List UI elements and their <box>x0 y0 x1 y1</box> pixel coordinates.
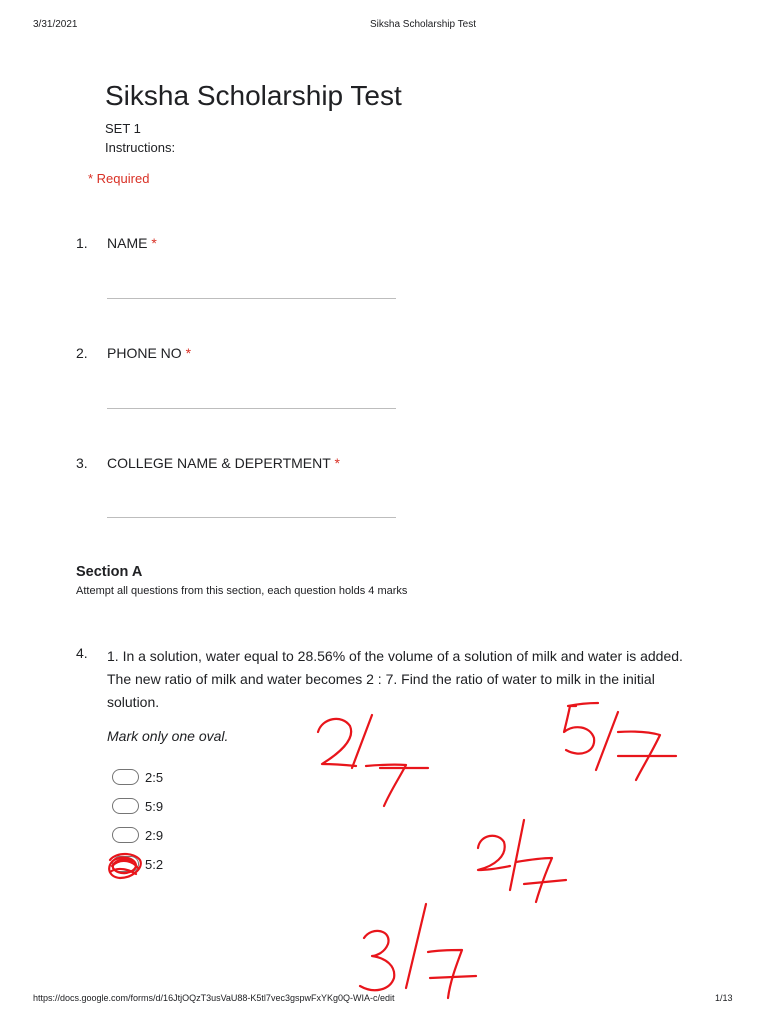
radio-oval[interactable] <box>112 856 139 872</box>
question-number: 3. <box>76 455 88 471</box>
radio-oval[interactable] <box>112 798 139 814</box>
option-2-5[interactable] <box>112 767 163 787</box>
option-label: 2:9 <box>145 827 164 843</box>
print-date: 3/31/2021 <box>33 19 78 30</box>
form-description-set: SET 1 <box>105 121 141 136</box>
question-text: NAME <box>107 235 148 251</box>
option-5-2[interactable] <box>112 854 163 874</box>
question-label-college <box>107 455 340 471</box>
print-url: https://docs.google.com/forms/d/16JtjOQzT3usVaU88-K5tl7vec3gspwFxYKg0Q-WIA-c/edit <box>33 993 395 1003</box>
option-2-9[interactable] <box>112 825 163 845</box>
option-5-9[interactable] <box>112 796 163 816</box>
question-text: PHONE NO <box>107 345 182 361</box>
question-hint: Mark only one oval. <box>107 728 229 744</box>
question-number: 4. <box>76 645 88 661</box>
question-number: 1. <box>76 235 88 251</box>
phone-answer-field[interactable] <box>107 408 396 409</box>
handwritten-2-7-b <box>478 820 566 902</box>
required-asterisk: * <box>185 345 192 361</box>
form-description-instructions: Instructions: <box>105 140 176 155</box>
required-asterisk: * <box>151 235 157 251</box>
option-label: 5:2 <box>145 856 164 872</box>
radio-oval[interactable] <box>112 827 139 843</box>
question-text: COLLEGE NAME & DEPERTMENT <box>107 455 331 471</box>
name-answer-field[interactable] <box>107 298 396 299</box>
option-label: 2:5 <box>145 769 164 785</box>
print-title: Siksha Scholarship Test <box>370 19 476 30</box>
question-label-phone <box>107 345 191 361</box>
handwritten-2-7-a <box>318 715 428 806</box>
section-description: Attempt all questions from this section, each question holds 4 marks <box>76 585 408 597</box>
question-number: 2. <box>76 345 88 361</box>
handwritten-3-7 <box>360 904 476 998</box>
college-answer-field[interactable] <box>107 517 396 518</box>
required-note: * Required <box>88 171 150 186</box>
form-title: Siksha Scholarship Test <box>105 80 402 111</box>
required-asterisk: * <box>334 455 340 471</box>
page-number: 1/13 <box>715 993 733 1003</box>
question-label-name <box>107 235 157 251</box>
question-4-text: 1. In a solution, water equal to 28.56% of the volume of a solution of milk and water is added. The new ratio of milk and water becomes 2 : 7. Find the ratio of water to milk in the initial solution. <box>107 648 683 710</box>
radio-oval[interactable] <box>112 769 139 785</box>
option-label: 5:9 <box>145 798 164 814</box>
section-title: Section A <box>76 564 143 580</box>
handwritten-5-7 <box>564 703 676 780</box>
